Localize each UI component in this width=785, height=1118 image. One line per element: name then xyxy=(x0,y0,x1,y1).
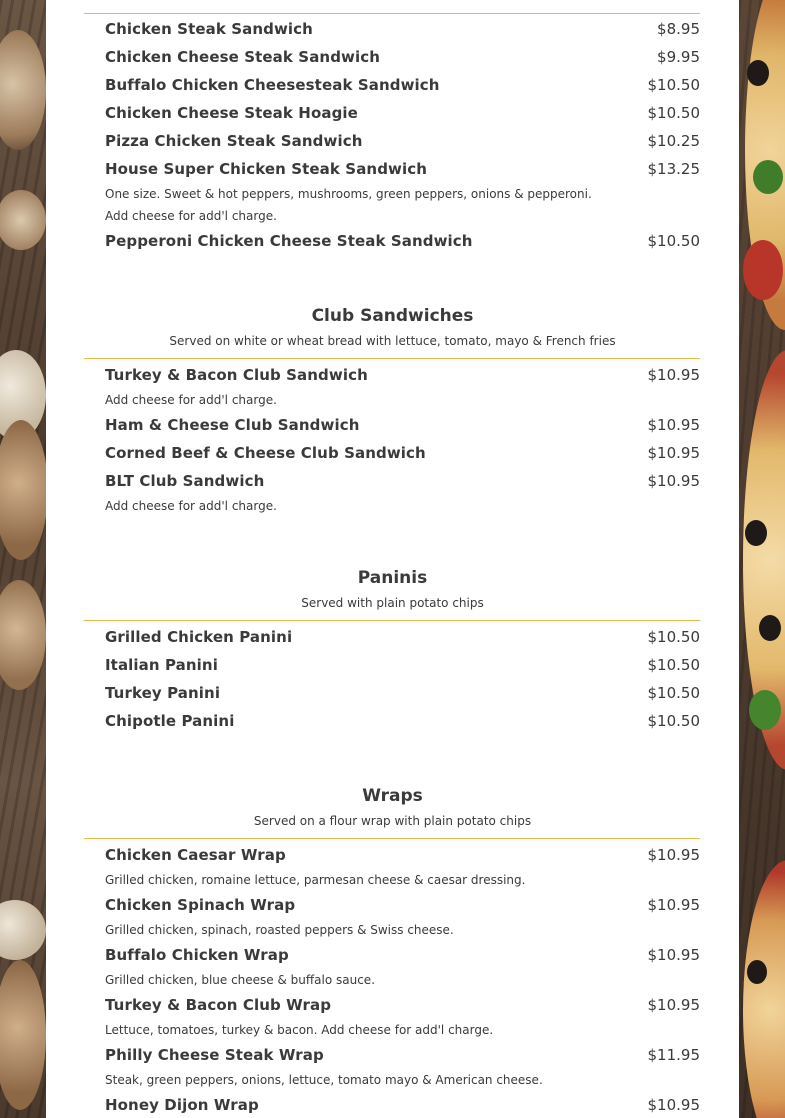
olive-icon xyxy=(747,60,769,86)
mushroom-image xyxy=(0,900,46,960)
item-name: Ham & Cheese Club Sandwich xyxy=(105,416,360,434)
basil-leaf-icon xyxy=(753,160,783,194)
item-name: Buffalo Chicken Wrap xyxy=(105,946,289,964)
menu-item xyxy=(105,628,700,652)
menu-item xyxy=(105,684,700,708)
background-right-pizza xyxy=(739,0,785,1118)
section-divider xyxy=(84,838,700,839)
item-price: $11.95 xyxy=(647,1046,700,1064)
menu-item xyxy=(105,896,700,942)
menu-item xyxy=(105,416,700,440)
menu-item xyxy=(105,104,700,128)
section-subtitle: Served on white or wheat bread with lettuce, tomato, mayo & French fries xyxy=(169,334,616,348)
item-price: $10.25 xyxy=(647,132,700,150)
item-price: $10.50 xyxy=(647,104,700,122)
item-name: Grilled Chicken Panini xyxy=(105,628,293,646)
mushroom-image xyxy=(0,420,46,560)
basil-leaf-icon xyxy=(749,690,781,730)
item-name: Turkey Panini xyxy=(105,684,221,702)
menu-item xyxy=(105,366,700,412)
menu-item xyxy=(105,232,700,256)
section-divider xyxy=(84,13,700,14)
item-name: Corned Beef & Cheese Club Sandwich xyxy=(105,444,426,462)
item-price: $10.95 xyxy=(647,366,700,384)
item-price: $10.50 xyxy=(647,712,700,730)
background-left-wood xyxy=(0,0,46,1118)
item-price: $9.95 xyxy=(657,48,700,66)
item-name: House Super Chicken Steak Sandwich xyxy=(105,160,428,178)
item-name: Pepperoni Chicken Cheese Steak Sandwich xyxy=(105,232,473,250)
item-name: Italian Panini xyxy=(105,656,218,674)
item-price: $10.95 xyxy=(647,472,700,490)
item-price: $8.95 xyxy=(657,20,700,38)
item-description: Steak, green peppers, onions, lettuce, tomato mayo & American cheese. xyxy=(105,1073,543,1087)
item-name: Chicken Caesar Wrap xyxy=(105,846,286,864)
item-price: $10.95 xyxy=(647,946,700,964)
menu-item xyxy=(105,1046,700,1092)
section-divider xyxy=(84,358,700,359)
menu-item xyxy=(105,444,700,468)
item-name: Chicken Cheese Steak Sandwich xyxy=(105,48,381,66)
menu-item xyxy=(105,48,700,72)
item-name: Buffalo Chicken Cheesesteak Sandwich xyxy=(105,76,440,94)
section-subtitle: Served with plain potato chips xyxy=(301,596,484,610)
menu-item xyxy=(105,1096,700,1118)
mushroom-image xyxy=(0,580,46,690)
section-title: Club Sandwiches xyxy=(311,306,474,326)
mushroom-image xyxy=(0,960,46,1110)
menu-item xyxy=(105,846,700,892)
menu-item xyxy=(105,996,700,1042)
section-subtitle: Served on a flour wrap with plain potato chips xyxy=(253,814,532,828)
item-description: Grilled chicken, blue cheese & buffalo sauce. xyxy=(105,973,376,987)
item-name: Philly Cheese Steak Wrap xyxy=(105,1046,324,1064)
item-description: One size. Sweet & hot peppers, mushrooms, green peppers, onions & pepperoni. Add cheese for add'l charge. xyxy=(105,187,592,223)
item-name: Honey Dijon Wrap xyxy=(105,1096,259,1114)
olive-icon xyxy=(747,960,767,984)
mushroom-image xyxy=(0,190,46,250)
item-price: $10.50 xyxy=(647,76,700,94)
item-price: $10.50 xyxy=(647,628,700,646)
menu-sheet xyxy=(46,0,739,1118)
menu-item xyxy=(105,712,700,736)
item-price: $10.95 xyxy=(647,444,700,462)
item-description: Add cheese for add'l charge. xyxy=(105,393,277,407)
item-name: Chicken Cheese Steak Hoagie xyxy=(105,104,358,122)
pepperoni-icon xyxy=(743,240,783,300)
item-name: Turkey & Bacon Club Wrap xyxy=(105,996,332,1014)
item-name: BLT Club Sandwich xyxy=(105,472,265,490)
item-price: $10.95 xyxy=(647,1096,700,1114)
item-description: Lettuce, tomatoes, turkey & bacon. Add cheese for add'l charge. xyxy=(105,1023,494,1037)
item-price: $10.95 xyxy=(647,416,700,434)
olive-icon xyxy=(745,520,767,546)
pizza-image xyxy=(743,860,785,1118)
item-name: Turkey & Bacon Club Sandwich xyxy=(105,366,368,384)
olive-icon xyxy=(759,615,781,641)
item-description: Grilled chicken, spinach, roasted peppers & Swiss cheese. xyxy=(105,923,454,937)
item-price: $10.50 xyxy=(647,656,700,674)
item-price: $10.50 xyxy=(647,232,700,250)
item-description: Add cheese for add'l charge. xyxy=(105,499,277,513)
menu-item xyxy=(105,76,700,100)
section-title: Paninis xyxy=(357,568,428,588)
menu-item xyxy=(105,20,700,44)
section-title: Wraps xyxy=(362,786,423,806)
item-price: $10.95 xyxy=(647,896,700,914)
item-name: Pizza Chicken Steak Sandwich xyxy=(105,132,363,150)
item-price: $10.95 xyxy=(647,996,700,1014)
item-price: $10.50 xyxy=(647,684,700,702)
item-name: Chicken Steak Sandwich xyxy=(105,20,313,38)
mushroom-image xyxy=(0,30,46,150)
menu-item xyxy=(105,132,700,156)
item-name: Chipotle Panini xyxy=(105,712,235,730)
item-price: $13.25 xyxy=(647,160,700,178)
section-divider xyxy=(84,620,700,621)
menu-item xyxy=(105,656,700,680)
menu-item xyxy=(105,472,700,518)
item-name: Chicken Spinach Wrap xyxy=(105,896,296,914)
menu-item xyxy=(105,160,700,228)
item-price: $10.95 xyxy=(647,846,700,864)
menu-item xyxy=(105,946,700,992)
item-description: Grilled chicken, romaine lettuce, parmesan cheese & caesar dressing. xyxy=(105,873,526,887)
